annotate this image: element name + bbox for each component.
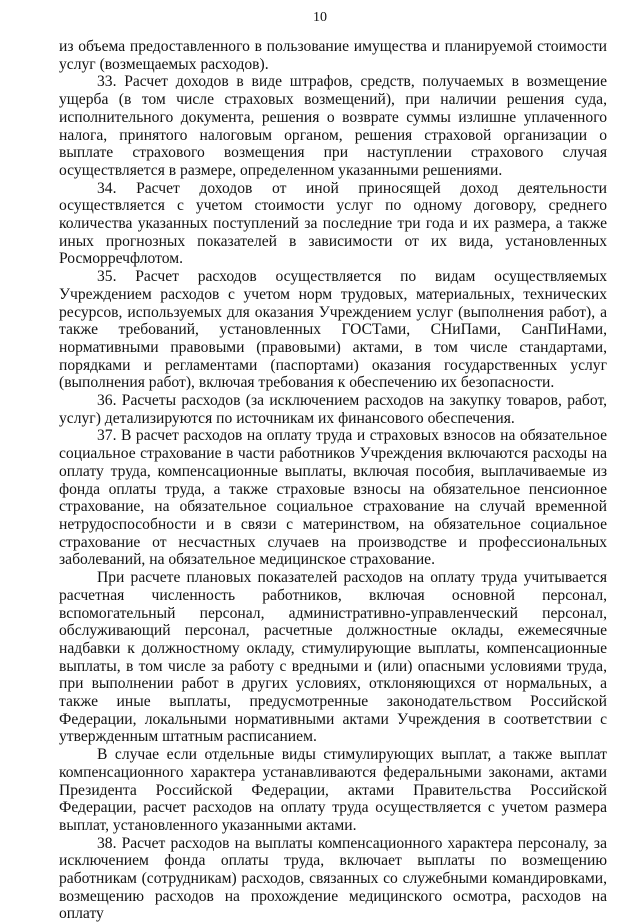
paragraph-37: 37. В расчет расходов на оплату труда и страховых взносов на обязательное социальное страхование в части работников Учреждения включаются расходы на оплату труда, компенсационные выплаты, включая пособия, выплачиваемые из фонда оплаты труда, а также страховые взносы на обязательное пенсионное страхование, на обязательное социальное страхование на случай временной нетрудоспособности и в связи с материнством, на обязательное социальное страхование от несчастных случаев на производстве и профессиональных заболеваний, на обязательное медицинское страхование. <box>59 427 607 569</box>
paragraph-37-federal-laws: В случае если отдельные виды стимулирующих выплат, а также выплат компенсационного характера устанавливаются федеральными законами, актами Президента Российской Федерации, актами Правительства Российской Федерации, расчет расходов на оплату труда осуществляется с учетом размера выплат, установленного указанными актами. <box>59 746 607 834</box>
paragraph-continuation: из объема предоставленного в пользование имущества и планируемой стоимости услуг (возмещаемых расходов). <box>59 38 607 73</box>
paragraph-33: 33. Расчет доходов в виде штрафов, средств, получаемых в возмещение ущерба (в том числе страховых возмещений), при наличии решения суда, исполнительного документа, решения о возврате суммы излишне уплаченного налога, принятого налоговым органом, решения страховой организации о выплате страхового возмещения при наступлении страхового случая осуществляется в размере, определенном указанными решениями. <box>59 73 607 179</box>
paragraph-37-planning: При расчете плановых показателей расходов на оплату труда учитывается расчетная численность работников, включая основной персонал, вспомогательный персонал, административно-управленческий персонал, обслуживающий персонал, расчетные должностные оклады, ежемесячные надбавки к должностному окладу, стимулирующие выплаты, компенсационные выплаты, в том числе за работу с вредными и (или) опасными условиями труда, при выполнении работ в других условиях, отклоняющихся от нормальных, а также иные выплаты, предусмотренные законодательством Российской Федерации, локальными нормативными актами Учреждения в соответствии с утвержденным штатным расписанием. <box>59 569 607 746</box>
paragraph-36: 36. Расчеты расходов (за исключением расходов на закупку товаров, работ, услуг) детализируются по источникам их финансового обеспечения. <box>59 392 607 427</box>
paragraph-34: 34. Расчет доходов от иной приносящей доход деятельности осуществляется с учетом стоимости услуг по одному договору, среднего количества указанных поступлений за последние три года и их размера, а также иных прогнозных показателей в зависимости от их вида, установленных Росморречфлотом. <box>59 179 607 268</box>
paragraph-38: 38. Расчет расходов на выплаты компенсационного характера персоналу, за исключением фонда оплаты труда, включает выплаты по возмещению работникам (сотрудникам) расходов, связанных со служебными командировками, возмещению расходов на прохождение медицинского осмотра, расходов на оплату <box>59 834 607 923</box>
document-body <box>59 38 607 923</box>
page-number: 10 <box>313 10 327 25</box>
paragraph-35: 35. Расчет расходов осуществляется по видам осуществляемых Учреждением расходов с учетом норм трудовых, материальных, технических ресурсов, используемых для оказания Учреждением услуг (выполнения работ), а также требований, установленных ГОСТами, СНиПами, СанПиНами, нормативными правовыми (правовыми) актами, в том числе стандартами, порядками и регламентами (паспортами) оказания государственных услуг (выполнения работ), включая требования к обеспечению их безопасности. <box>59 268 607 392</box>
